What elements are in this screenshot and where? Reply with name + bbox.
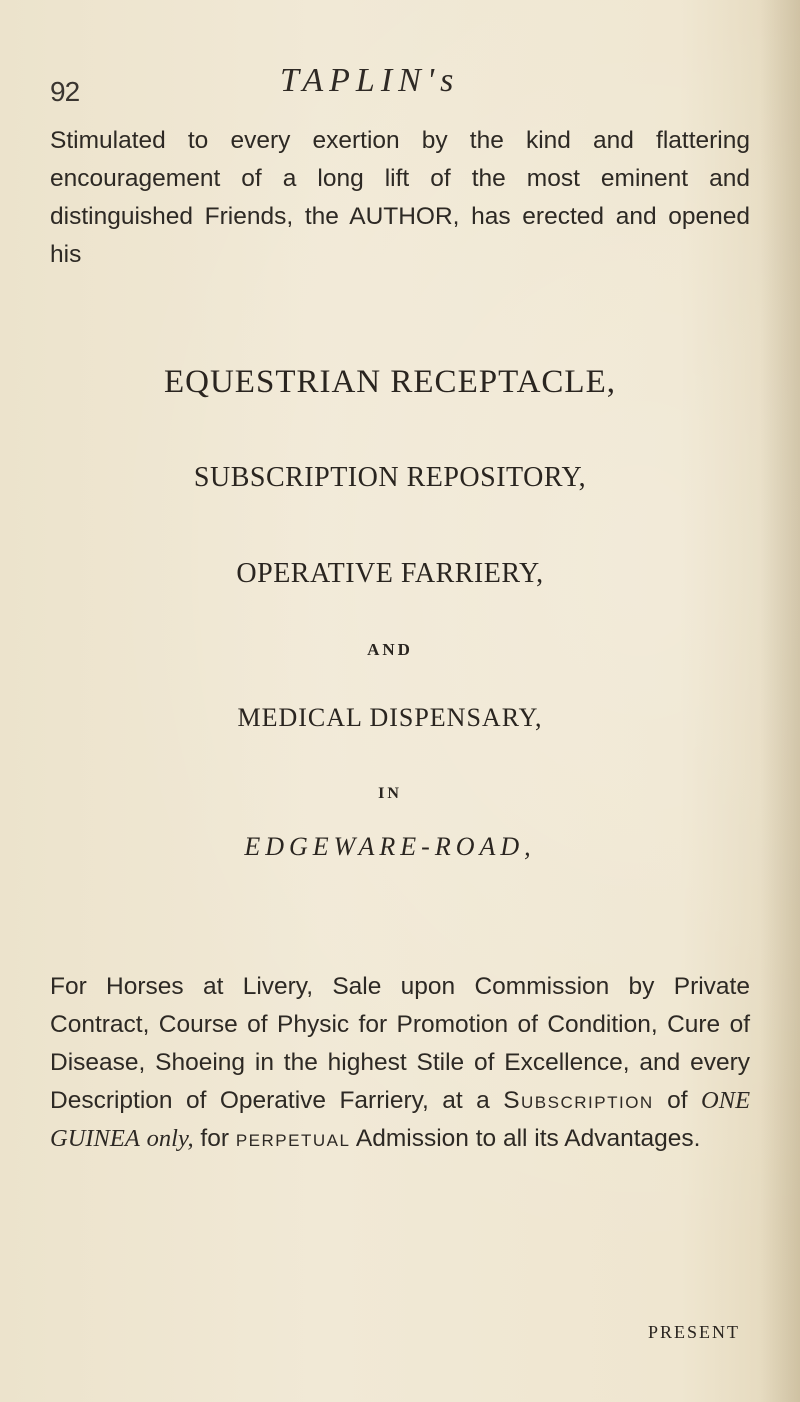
subscription-term: Subscription	[503, 1087, 654, 1114]
title-line-subscription-repository: SUBSCRIPTION REPOSITORY,	[193, 462, 587, 493]
intro-paragraph: Stimulated to every exertion by the kind and flattering encouragement of a long lift of the most eminent and distinguished Friends, the AUTHOR, has erected and opened his	[50, 127, 750, 268]
services-text-part-2: Admission to all its Advantages.	[355, 1125, 701, 1152]
perpetual-term: perpetual	[235, 1125, 351, 1152]
page-header	[0, 62, 800, 107]
title-line-edgeware-road: EDGEWARE-ROAD,	[244, 832, 536, 861]
title-line-equestrian-receptacle: EQUESTRIAN RECEPTACLE,	[163, 364, 616, 400]
services-text-for: for	[200, 1125, 230, 1152]
catchword: PRESENT	[647, 1322, 740, 1342]
price-one-guinea: ONE GUINEA	[50, 1087, 751, 1152]
running-head: TAPLIN's	[280, 62, 460, 99]
page-edge-shadow	[760, 0, 800, 1402]
services-text-part-1: For Horses at Livery, Sale upon Commission by Private Contract, Course of Physic for Promotion of Condition, Cure of Disease, Shoeing in the highest Stile of Excellence, and every Description of Operative Farriery, at a	[50, 973, 750, 1114]
services-paragraph	[50, 968, 750, 1158]
services-text-of: of	[667, 1087, 688, 1114]
title-line-in: IN	[378, 785, 402, 802]
title-line-and: AND	[367, 640, 413, 659]
page-number: 92	[50, 76, 80, 107]
services-text-only: only,	[146, 1125, 194, 1152]
title-line-medical-dispensary: MEDICAL DISPENSARY,	[237, 703, 543, 732]
title-line-operative-farriery: OPERATIVE FARRIERY,	[236, 558, 544, 589]
